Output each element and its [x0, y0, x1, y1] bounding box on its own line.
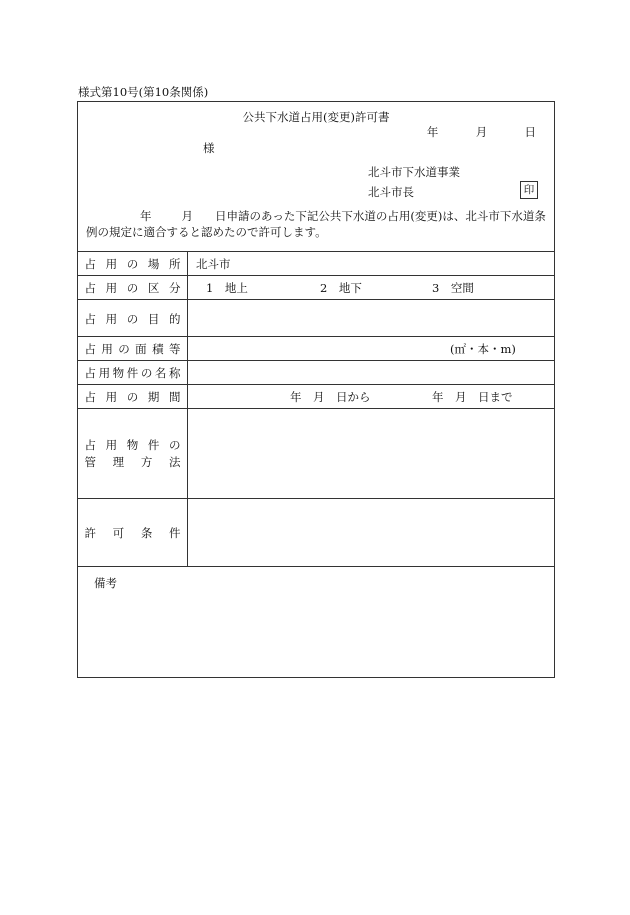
form-number: 様式第10号(第10条関係) [78, 85, 209, 99]
statement-year: 年 [140, 209, 152, 223]
label-management: 占 用 物 件 の 管 理 方 法 [84, 438, 181, 469]
permit-form [77, 101, 555, 678]
row-purpose [78, 299, 554, 337]
statement-text: 日申請のあった下記公共下水道の占用(変更)は、北斗市下水道条例の規定に適合すると認めたので許可します。 [86, 209, 546, 239]
row-area [78, 336, 554, 361]
remarks-label: 備考 [94, 576, 117, 590]
statement-month: 月 [181, 209, 193, 223]
date-month: 月 [475, 125, 488, 139]
option-air-space[interactable]: 3 空間 [432, 281, 474, 295]
label-area: 占 用 の 面 積 等 [84, 342, 181, 356]
label-conditions: 許 可 条 件 [84, 526, 181, 540]
date-day: 日 [524, 125, 536, 139]
issue-date [427, 124, 536, 140]
mayor-title: 北斗市長 [368, 185, 414, 199]
permit-statement [86, 208, 551, 240]
period-to: 年 月 日まで [432, 390, 513, 404]
row-conditions [78, 498, 554, 567]
option-above-ground[interactable]: 1 地上 [206, 281, 248, 295]
period-from: 年 月 日から [290, 390, 371, 404]
location-value: 北斗市 [196, 257, 231, 271]
label-object-name: 占 用 物 件 の 名 称 [84, 366, 181, 380]
row-object-name [78, 360, 554, 385]
row-category [78, 275, 554, 300]
row-period [78, 384, 554, 409]
document-title: 公共下水道占用(変更)許可書 [242, 110, 390, 124]
label-location: 占 用 の 場 所 [84, 257, 181, 271]
label-category: 占 用 の 区 分 [84, 281, 181, 295]
row-remarks [78, 566, 554, 677]
addressee-suffix: 様 [203, 141, 215, 155]
date-year: 年 [426, 125, 439, 139]
issuer-name: 北斗市下水道事業 [368, 165, 460, 179]
option-underground[interactable]: 2 地下 [320, 281, 362, 295]
seal-mark: 印 [520, 181, 538, 199]
label-period: 占 用 の 期 間 [84, 390, 181, 404]
area-unit: (㎡・本・m) [450, 342, 516, 356]
label-purpose: 占 用 の 目 的 [84, 311, 181, 326]
row-management [78, 408, 554, 499]
row-location [78, 251, 554, 276]
